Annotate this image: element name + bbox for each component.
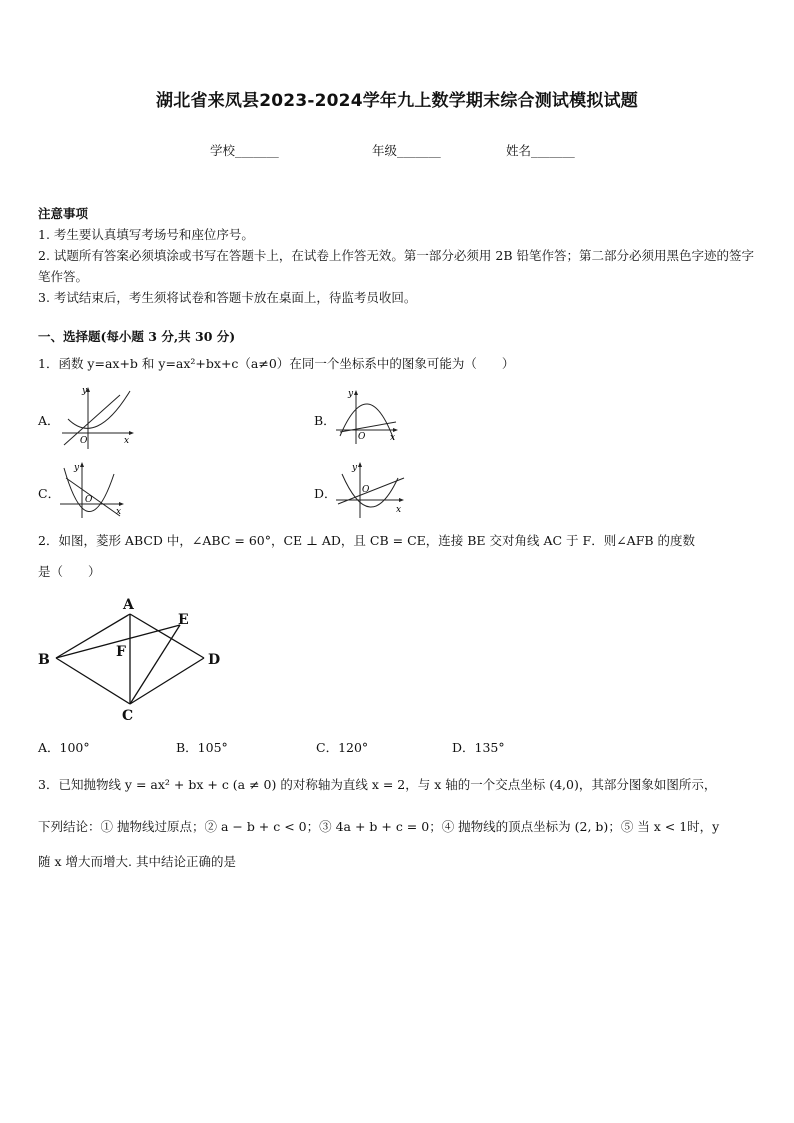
graph-c-x-label: x <box>116 507 122 517</box>
label-C: C <box>122 708 134 724</box>
name-field[interactable]: 姓名_______ <box>506 143 575 158</box>
question-2-text-line1: 2．如图，菱形 ABCD 中，∠ABC = 60°，CE ⊥ AD，且 CB = CE，连接 BE 交对角线 AC 于 F．则∠AFB 的度数 <box>38 533 696 548</box>
q1-option-d-label: D． <box>314 486 337 501</box>
question-2-text-line2: 是（ ） <box>38 564 101 579</box>
q1-option-a-label: A． <box>38 413 60 428</box>
graph-b-y-label: y <box>348 389 354 399</box>
q2-answer-a[interactable]: A．100° <box>38 740 90 755</box>
q2-answer-b[interactable]: B．105° <box>176 740 228 755</box>
q1-graph-c <box>58 460 126 520</box>
graph-a-origin-label: O <box>80 436 88 446</box>
q1-graph-a <box>58 385 136 451</box>
graph-a-x-label: x <box>124 436 130 446</box>
label-D: D <box>208 652 221 668</box>
exam-notes <box>38 203 760 308</box>
q1-option-b-label: B． <box>314 413 336 428</box>
note-item-1: 1. 考生要认真填写考场号和座位序号。 <box>38 227 254 242</box>
q2-answer-d[interactable]: D．135° <box>452 740 505 755</box>
school-field[interactable]: 学校_______ <box>210 143 279 158</box>
q1-graph-d <box>334 460 406 520</box>
label-E: E <box>178 612 189 628</box>
label-F: F <box>116 644 126 660</box>
question-1-text: 1．函数 y=ax+b 和 y=ax²+bx+c（a≠0）在同一个坐标系中的图象可能为（ ） <box>38 356 515 371</box>
q1-option-c-label: C． <box>38 486 61 501</box>
graph-a-y-label: y <box>82 386 88 396</box>
graph-b-x-label: x <box>390 433 396 443</box>
note-item-3: 3. 考试结束后，考生须将试卷和答题卡放在桌面上，待监考员收回。 <box>38 290 417 305</box>
question-3-line2: 下列结论：① 抛物线过原点；② a − b + c < 0；③ 4a + b + c = 0；④ 抛物线的顶点坐标为 (2, b)；⑤ 当 x < 1时，y <box>38 819 720 834</box>
page-title: 湖北省来凤县2023-2024学年九上数学期末综合测试模拟试题 <box>156 91 638 111</box>
graph-d-x-label: x <box>396 505 402 515</box>
q2-answer-c[interactable]: C．120° <box>316 740 369 755</box>
question-3-line1: 3．已知抛物线 y = ax² + bx + c (a ≠ 0) 的对称轴为直线 x = 2，与 x 轴的一个交点坐标 (4,0)，其部分图象如图所示， <box>38 777 717 792</box>
q2-rhombus-figure <box>36 592 230 724</box>
section-heading: 一、选择题(每小题 3 分,共 30 分) <box>38 329 236 344</box>
notes-heading: 注意事项 <box>38 206 89 221</box>
question-3-line3: 随 x 增大而增大. 其中结论正确的是 <box>38 854 236 869</box>
grade-field[interactable]: 年级_______ <box>372 143 441 158</box>
graph-d-origin-label: O <box>362 485 370 495</box>
graph-c-origin-label: O <box>85 495 93 505</box>
label-A: A <box>123 597 134 613</box>
graph-b-origin-label: O <box>358 432 366 442</box>
q1-graph-b <box>334 388 400 446</box>
graph-d-y-label: y <box>352 463 358 473</box>
note-item-2: 2. 试题所有答案必须填涂或书写在答题卡上，在试卷上作答无效。第一部分必须用 2B 铅笔作答；第二部分必须用黑色字迹的签字笔作答。 <box>38 248 754 284</box>
label-B: B <box>38 652 50 668</box>
graph-c-y-label: y <box>74 463 80 473</box>
